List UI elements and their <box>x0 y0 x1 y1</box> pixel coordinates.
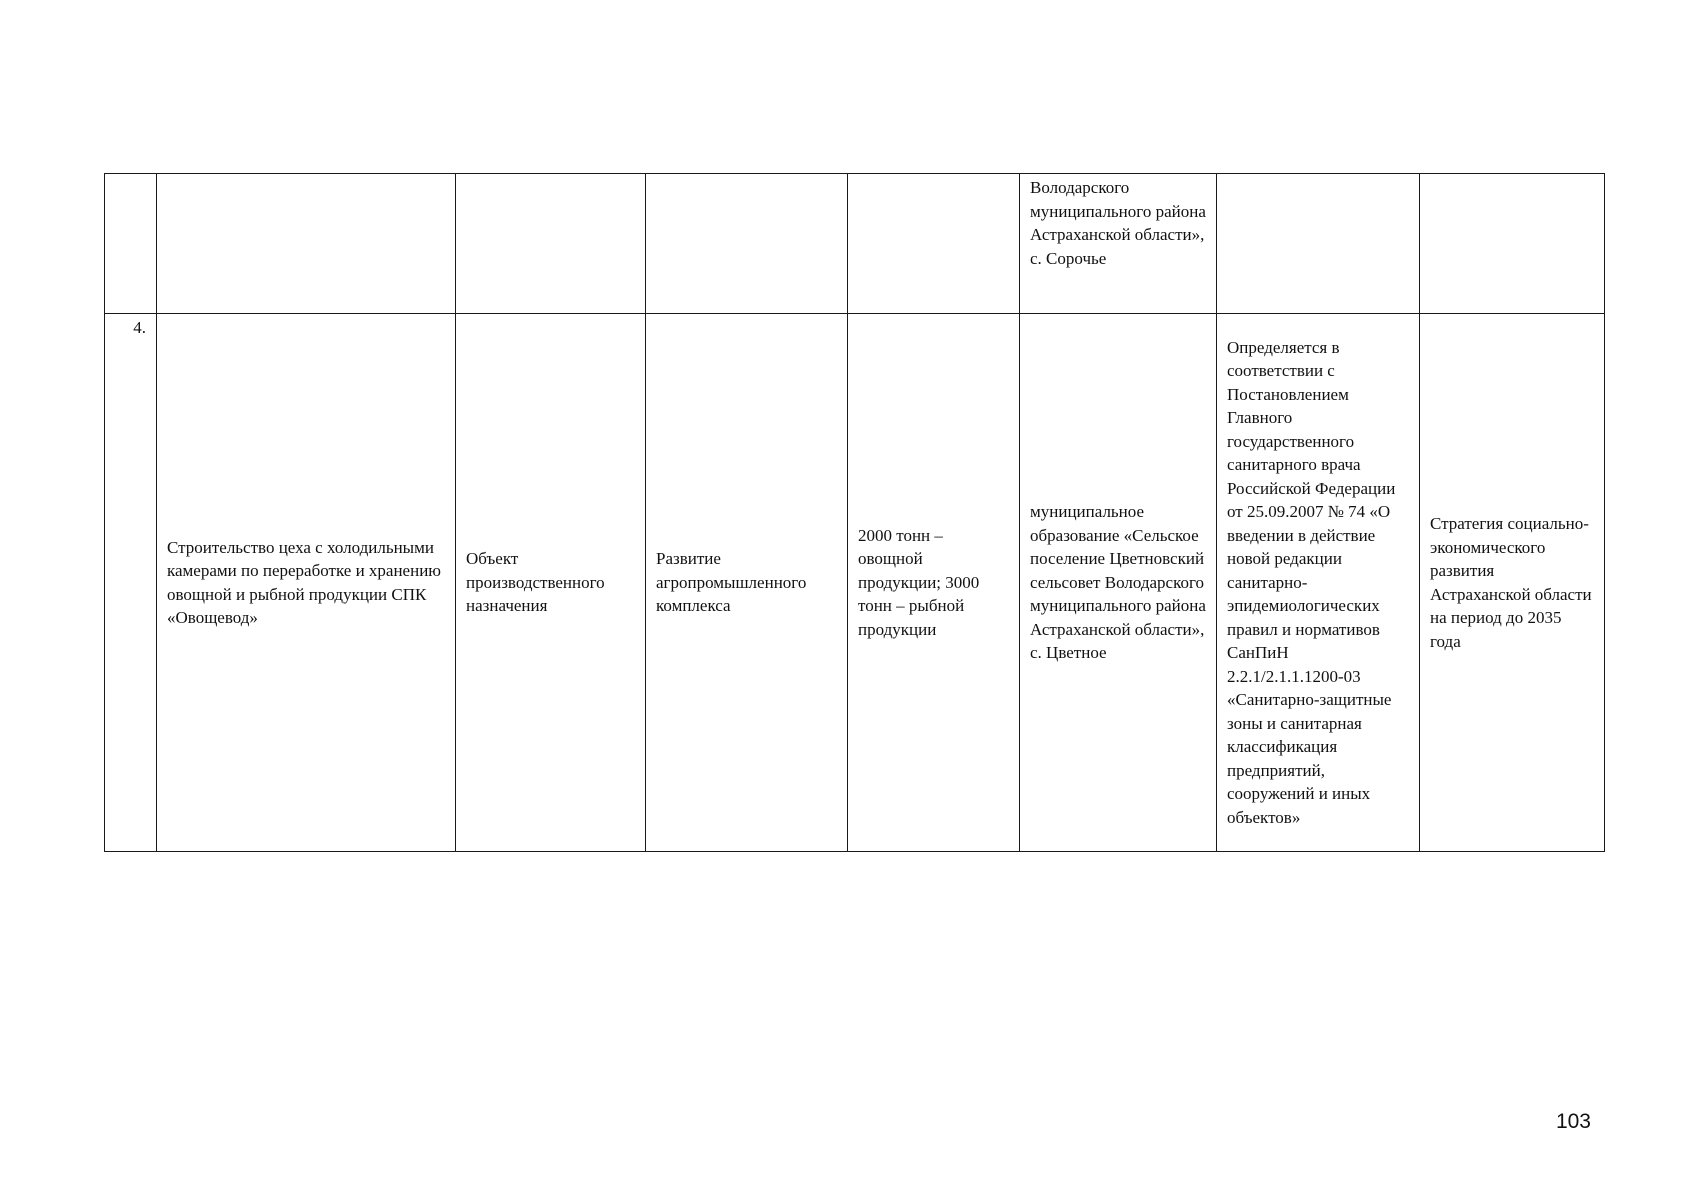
cell-basis-empty <box>1420 174 1605 314</box>
cell-location-continued: Володарского муниципального района Астраханской области», с. Сорочье <box>1020 174 1217 314</box>
planned-objects-table <box>104 173 1605 852</box>
cell-purpose-empty <box>646 174 848 314</box>
page-number: 103 <box>1555 1110 1591 1133</box>
cell-object-purpose: Развитие агропромышленного комплекса <box>646 314 848 852</box>
cell-capacity-empty <box>848 174 1020 314</box>
cell-object-capacity: 2000 тонн – овощной продукции; 3000 тонн – рыбной продукции <box>848 314 1020 852</box>
cell-name-empty <box>157 174 456 314</box>
cell-basis-document: Стратегия социально-экономического развития Астраханской области на период до 2035 года <box>1420 314 1605 852</box>
cell-object-name: Строительство цеха с холодильными камерами по переработке и хранению овощной и рыбной продукции СПК «Овощевод» <box>157 314 456 852</box>
cell-object-type: Объект производственного назначения <box>456 314 646 852</box>
cell-protection-zone: Определяется в соответствии с Постановлением Главного государственного санитарного врача Российской Федерации от 25.09.2007 № 74 «О введении в действие новой редакции санитарно-эпидемиологических правил и нормативов СанПиН 2.2.1/2.1.1.1200-03 «Санитарно-защитные зоны и санитарная классификация предприятий, сооружений и иных объектов» <box>1217 314 1420 852</box>
table-row <box>105 314 1605 852</box>
cell-number-empty <box>105 174 157 314</box>
cell-type-empty <box>456 174 646 314</box>
cell-zone-empty <box>1217 174 1420 314</box>
cell-object-location: муниципальное образование «Сельское поселение Цветновский сельсовет Володарского муниципального района Астраханской области», с. Цветное <box>1020 314 1217 852</box>
cell-row-number: 4. <box>105 314 157 852</box>
table-row-continued <box>105 174 1605 314</box>
